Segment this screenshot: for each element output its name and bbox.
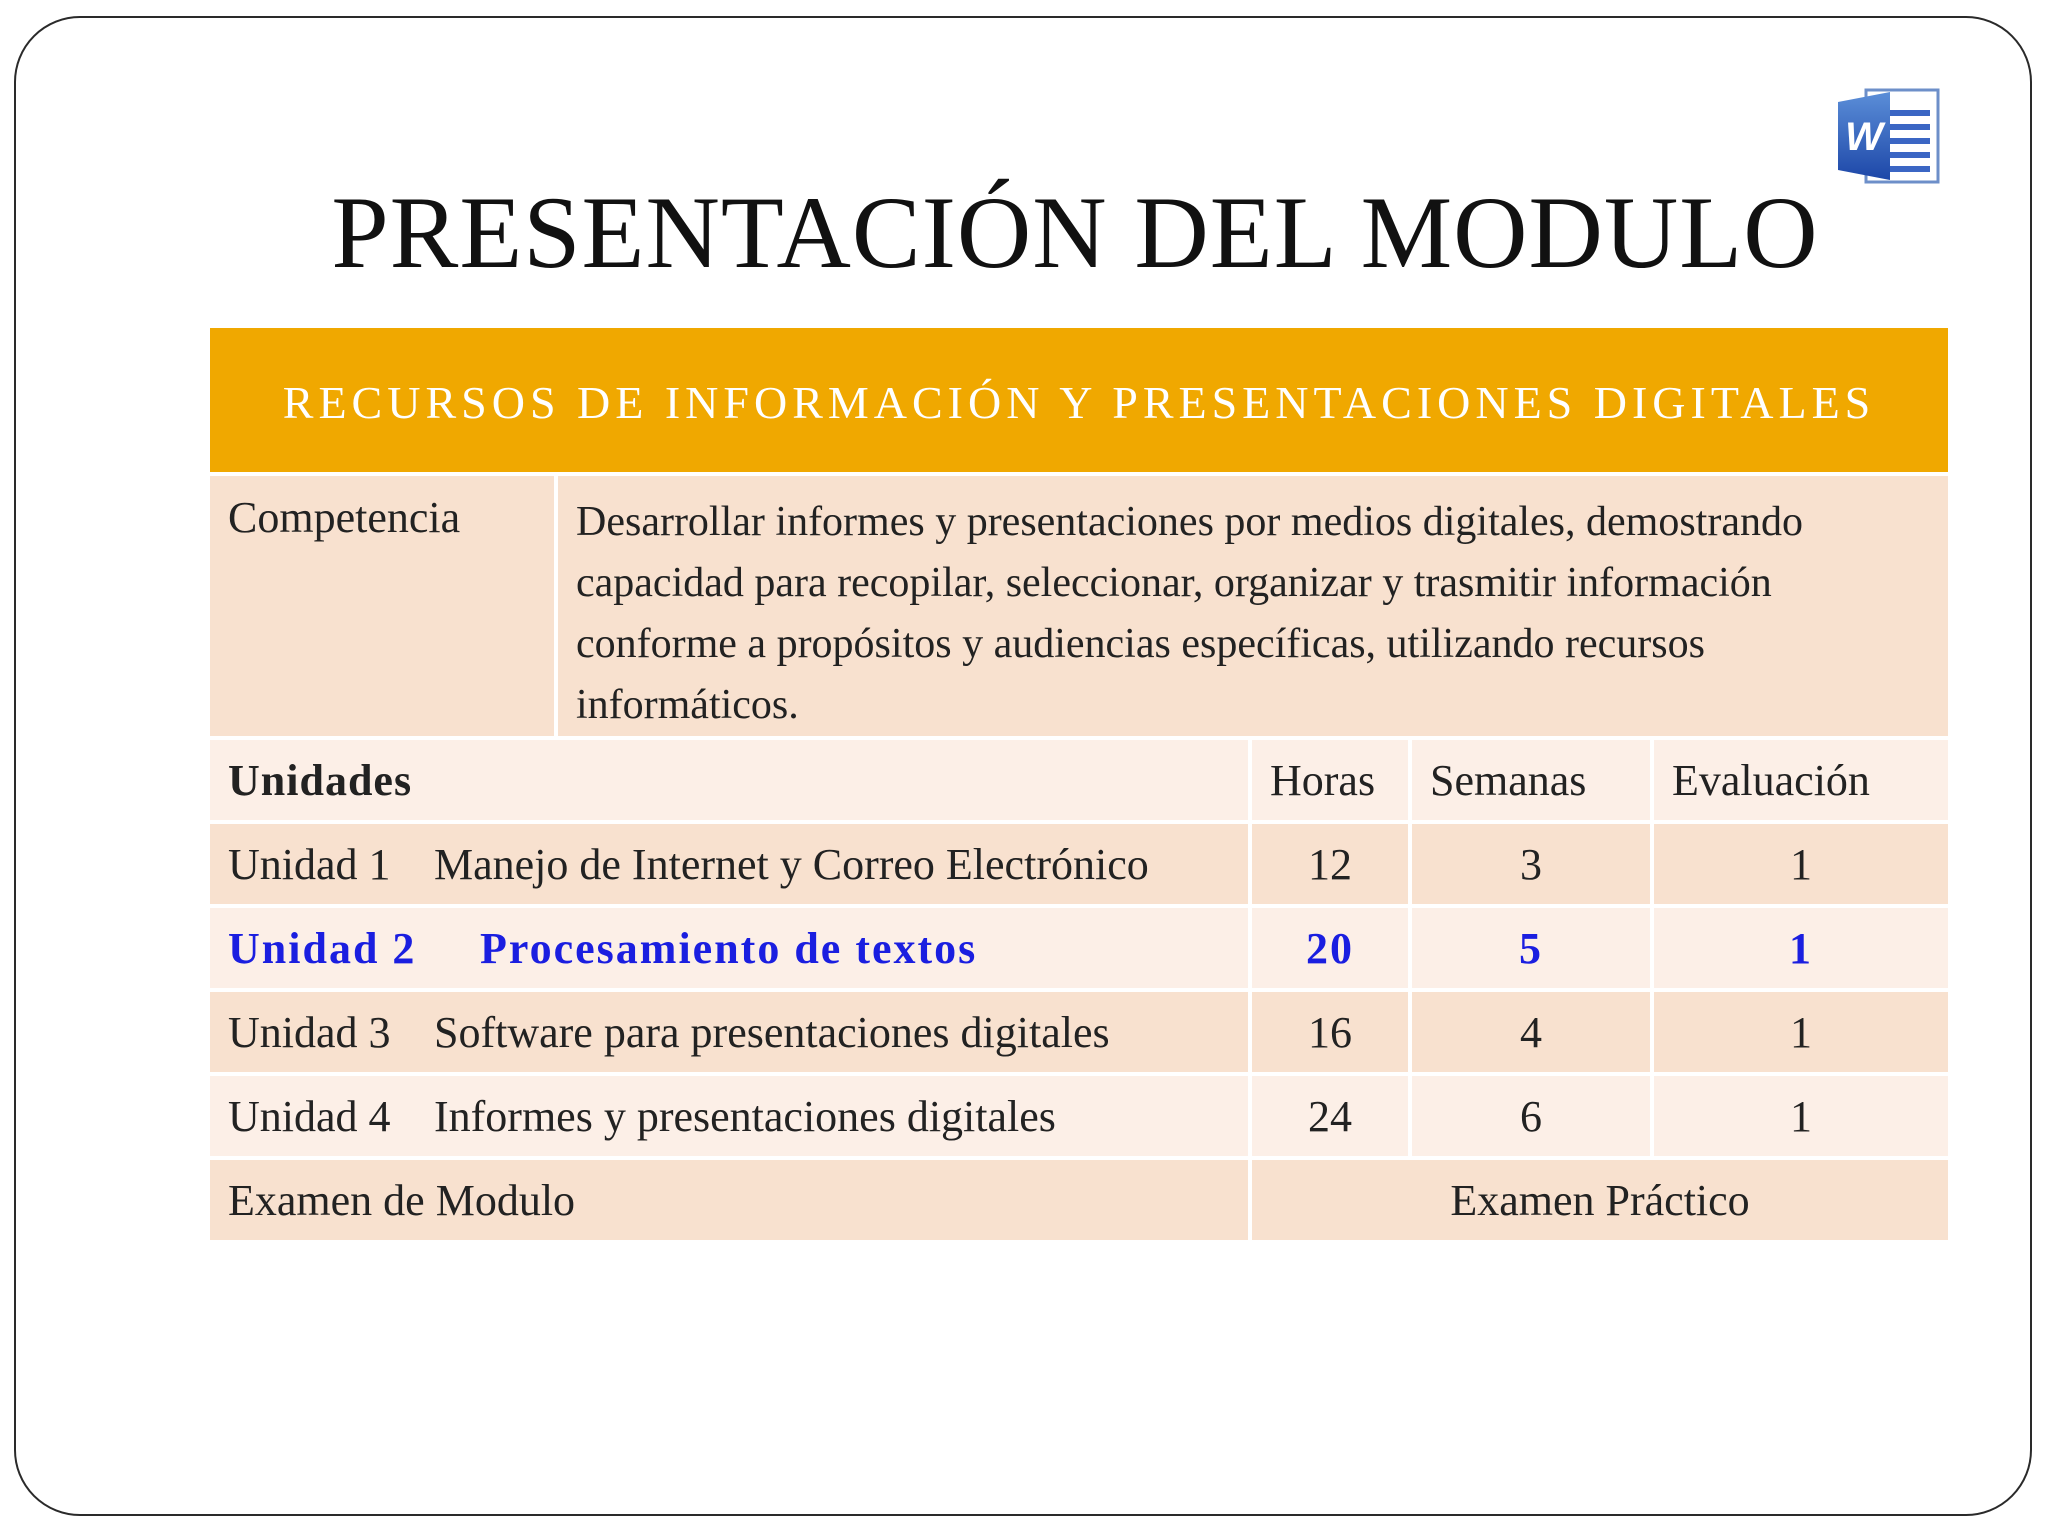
unit-horas: 16: [1250, 990, 1410, 1074]
unit-cell: [208, 906, 1250, 990]
column-header-semanas: Semanas: [1410, 738, 1652, 822]
unit-number: Unidad 4: [228, 1091, 391, 1141]
unit-number: Unidad 3: [228, 1007, 391, 1057]
unit-evaluacion: 1: [1652, 1074, 1950, 1158]
unit-evaluacion: 1: [1652, 990, 1950, 1074]
unit-name: Procesamiento de textos: [480, 923, 978, 973]
unit-horas: 24: [1250, 1074, 1410, 1158]
unit-cell: [208, 822, 1250, 906]
unit-semanas: 3: [1410, 822, 1652, 906]
table-row: [208, 1074, 1950, 1158]
module-header: RECURSOS DE INFORMACIÓN Y PRESENTACIONES DIGITALES: [208, 326, 1950, 474]
table-row: [208, 990, 1950, 1074]
unit-evaluacion: 1: [1652, 906, 1950, 990]
slide-title: PRESENTACIÓN DEL MODULO: [331, 176, 1819, 290]
unit-semanas: 6: [1410, 1074, 1652, 1158]
unit-cell: [208, 1074, 1250, 1158]
column-header-horas: Horas: [1250, 738, 1410, 822]
unit-number: Unidad 2: [228, 923, 417, 973]
unit-semanas: 4: [1410, 990, 1652, 1074]
column-header-evaluacion: Evaluación: [1652, 738, 1950, 822]
competencia-text: Desarrollar informes y presentaciones por medios digitales, demostrando capacidad para recopilar, seleccionar, organizar y trasmitir información conforme a propósitos y audiencias específicas, utilizando recursos informáticos.: [556, 474, 1950, 738]
unit-number: Unidad 1: [228, 839, 391, 889]
table-row-highlighted: [208, 906, 1950, 990]
unit-semanas: 5: [1410, 906, 1652, 990]
unit-name: Manejo de Internet y Correo Electrónico: [434, 839, 1149, 889]
table-row: [208, 822, 1950, 906]
exam-label: Examen de Modulo: [208, 1158, 1250, 1242]
unit-cell: [208, 990, 1250, 1074]
column-header-unidades: Unidades: [208, 738, 1250, 822]
unit-name: Informes y presentaciones digitales: [434, 1091, 1056, 1141]
unit-horas: 20: [1250, 906, 1410, 990]
unit-evaluacion: 1: [1652, 822, 1950, 906]
unit-horas: 12: [1250, 822, 1410, 906]
exam-type: Examen Práctico: [1250, 1158, 1950, 1242]
module-table: [206, 324, 1952, 1244]
unit-name: Software para presentaciones digitales: [434, 1007, 1110, 1057]
competencia-label: Competencia: [208, 474, 556, 738]
svg-text:W: W: [1845, 115, 1883, 159]
table-row-exam: [208, 1158, 1950, 1242]
